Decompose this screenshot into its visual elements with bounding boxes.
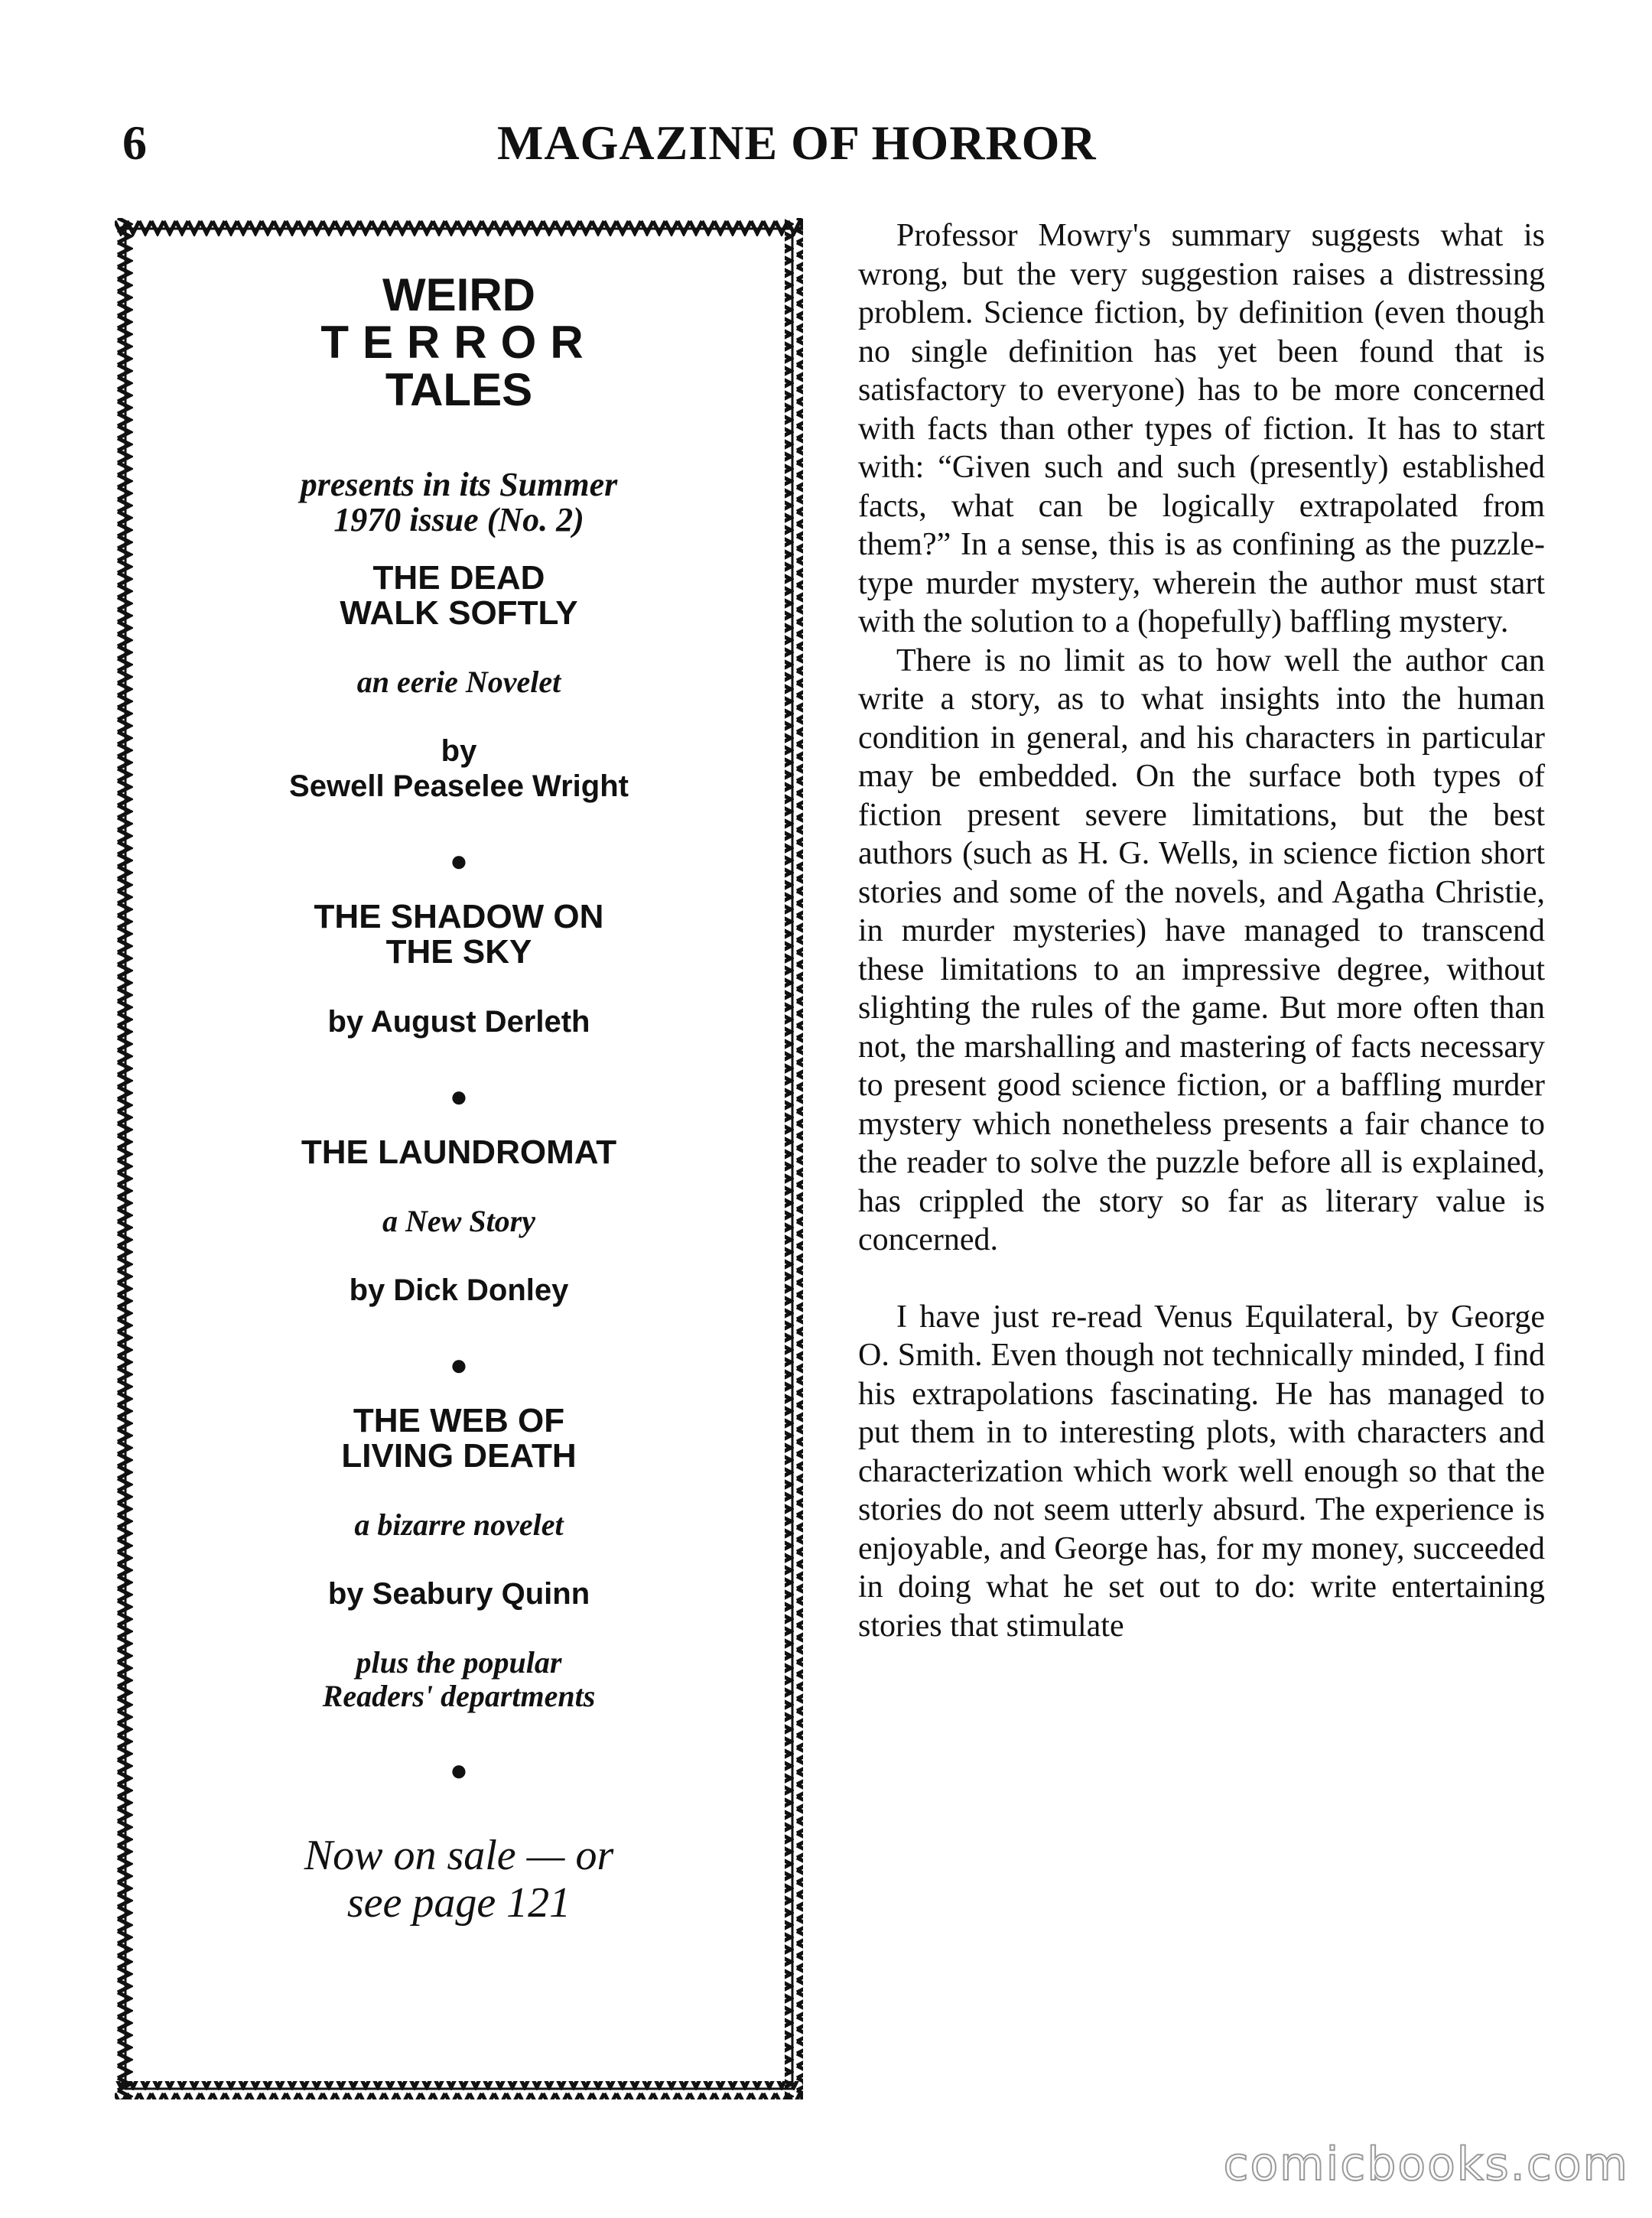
- page-header: [122, 115, 1530, 191]
- story-title: [145, 1403, 772, 1474]
- bullet-separator: ●: [449, 844, 469, 878]
- story-author: [145, 733, 772, 804]
- ad-title-line2: TERROR: [320, 317, 597, 368]
- story-author: by August Derleth: [327, 1005, 590, 1039]
- story-title-line: THE SKY: [385, 933, 532, 971]
- story-tag: an eerie Novelet: [356, 665, 561, 699]
- story-title-line: THE DEAD: [372, 559, 545, 597]
- story-title: THE LAUNDROMAT: [301, 1133, 617, 1171]
- plus-departments: [145, 1646, 772, 1713]
- ad-content: [145, 269, 772, 1927]
- ad-title-line3: TALES: [385, 364, 533, 415]
- ad-presents-line1: presents in its Summer: [300, 466, 618, 503]
- story-title: [145, 899, 772, 970]
- sale-line: see page 121: [346, 1879, 571, 1927]
- bullet-separator: ●: [449, 1079, 469, 1114]
- story-title: [145, 561, 772, 631]
- story-author: by Dick Donley: [349, 1273, 569, 1307]
- story-title-line: THE WEB OF: [353, 1402, 565, 1439]
- sale-line: Now on sale — or: [304, 1832, 614, 1879]
- article-column: [858, 216, 1545, 1645]
- story-tag: a bizarre novelet: [354, 1507, 564, 1542]
- bullet-separator: ●: [449, 1348, 469, 1382]
- article-paragraph: Professor Mowry's summary suggests what is wrong, but the very suggestion raises a distressing problem. Science fiction, by definition (even though no single definition has yet been found that is satisfactory to everyone) has to be more concerned with facts than other types of fiction. It has to start with: “Given such and such (presently) established facts, what can be logically extrapolated from them?” In a sense, this is as confining as the puzzle-type murder mystery, wherein the author must start with the solution to a (hopefully) baffling mystery.: [858, 218, 1545, 639]
- story-author-name: Sewell Peaselee Wright: [289, 769, 629, 803]
- article-paragraph: There is no limit as to how well the author can write a story, as to what insights into the human condition in general, and his characters in particular may be embedded. On the surface both types of fiction present severe limitations, but the best authors (such as H. G. Wells, in science fiction short stories and some of the novels, and Agatha Christie, in murder mysteries) have managed to transcend these limitations to an impressive degree, without slighting the rules of the game. But more often than not, the marshalling and mastering of facts necessary to present good science fiction, or a baffling murder mystery which nonetheless presents a fair chance to the reader to solve the puzzle before all is explained, has crippled the story so far as literary value is concerned.: [858, 642, 1545, 1257]
- story-title-line: THE SHADOW ON: [314, 898, 604, 935]
- ad-title-line1: WEIRD: [382, 269, 535, 320]
- plus-line: Readers' departments: [322, 1679, 596, 1713]
- bullet-separator: ●: [449, 1753, 469, 1787]
- watermark: comicbooks.com: [1223, 2138, 1629, 2191]
- story-title-line: WALK SOFTLY: [340, 594, 578, 632]
- plus-line: plus the popular: [356, 1645, 562, 1680]
- story-by: by: [441, 734, 477, 768]
- ad-presents-line2: 1970 issue (No. 2): [333, 501, 584, 538]
- story-author: by Seabury Quinn: [327, 1577, 590, 1611]
- article-paragraph: I have just re-read Venus Equilateral, by George O. Smith. Even though not technically minded, I find his extrapolations fascinating. He has managed to put them in to interesting plots, with characters and characterization which work well enough so that the stories do not seem utterly absurd. The experience is enjoyable, and George has, for my money, succeeded in doing what he set out to do: write entertaining stories that stimulate: [858, 1299, 1545, 1644]
- running-title: MAGAZINE OF HORROR: [497, 115, 1097, 170]
- ad-title: [145, 269, 772, 415]
- story-tag: a New Story: [382, 1204, 535, 1238]
- page-number: 6: [122, 115, 147, 170]
- story-title-line: LIVING DEATH: [341, 1437, 577, 1475]
- weird-terror-tales-ad: [115, 218, 803, 2099]
- ad-presents: [145, 467, 772, 538]
- on-sale-notice: [145, 1832, 772, 1927]
